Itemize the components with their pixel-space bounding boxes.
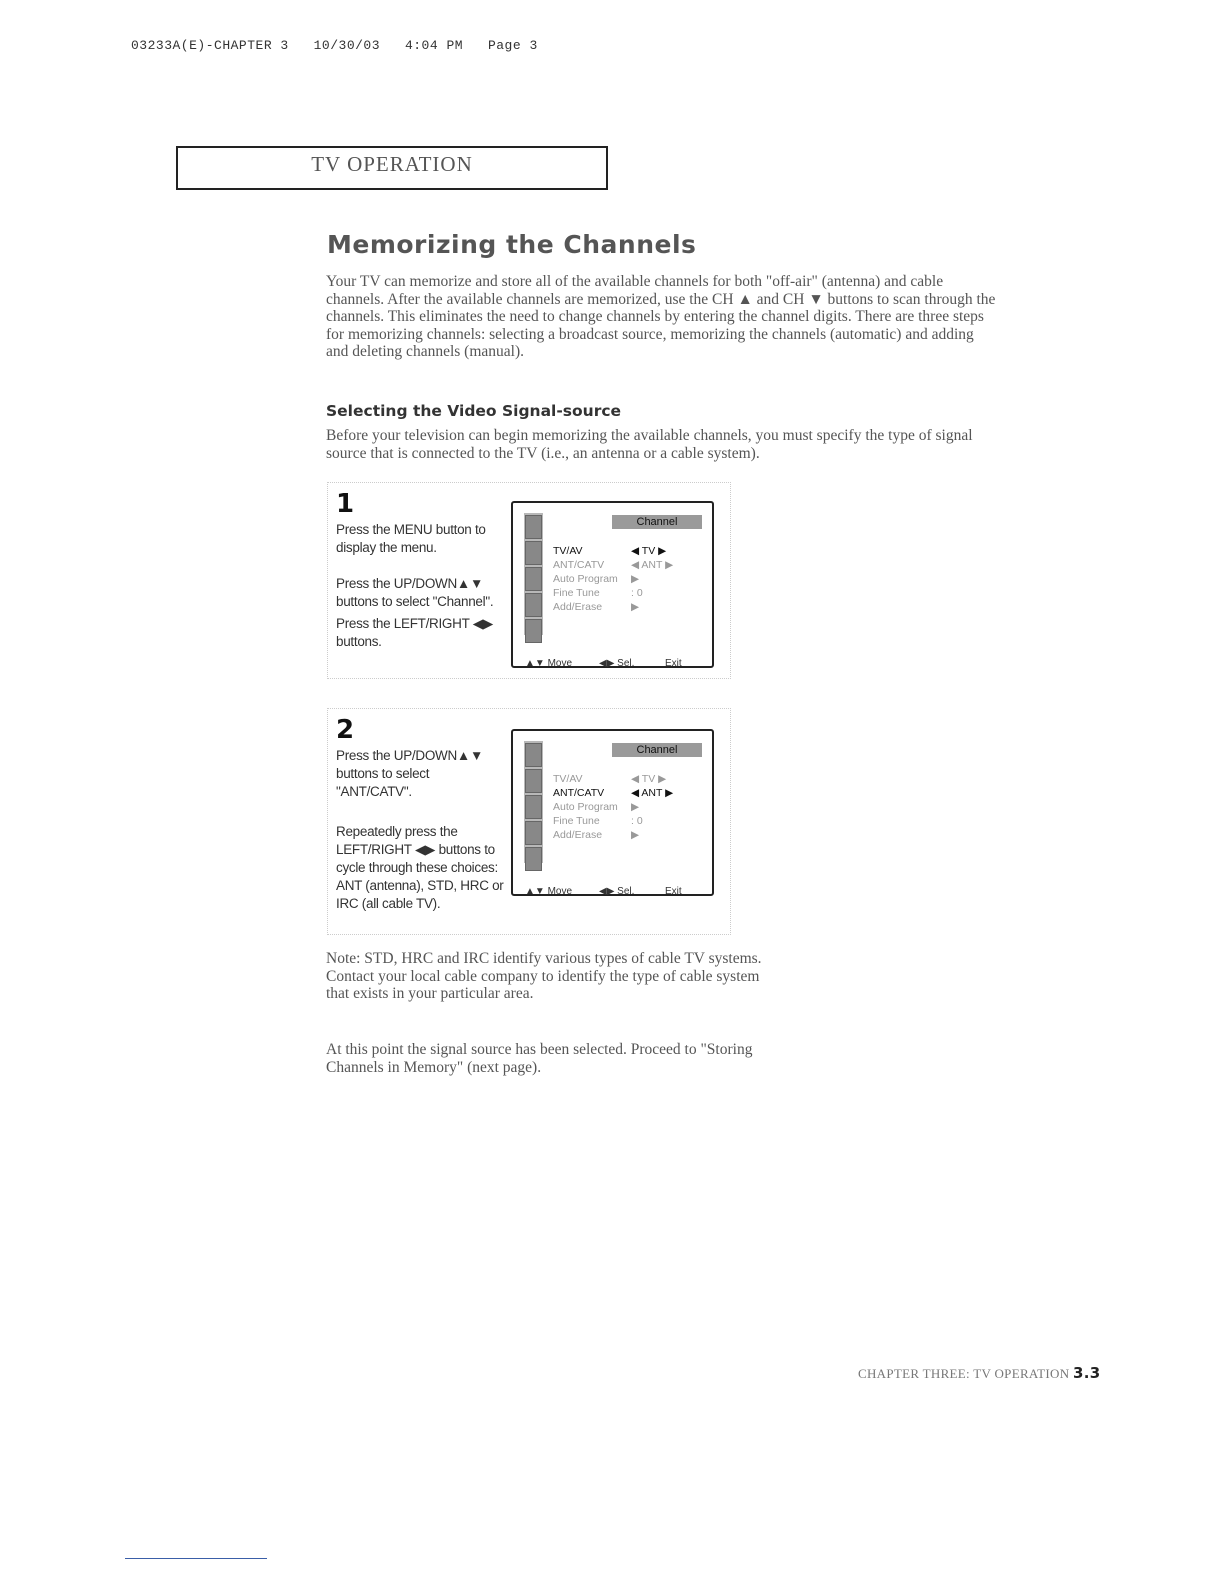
step-number: 1 (336, 489, 355, 519)
menu-row-value: ▶ (631, 801, 640, 813)
menu-row-value: ◀ TV ▶ (631, 545, 667, 557)
menu-row-label: Fine Tune (553, 815, 600, 827)
subheading: Selecting the Video Signal-source (326, 402, 622, 420)
print-header: 03233A(E)-CHAPTER 3 10/30/03 4:04 PM Page 3 (131, 38, 538, 53)
menu-row-label: Auto Program (553, 801, 618, 813)
move-hint: ▲▼ Move (525, 658, 573, 669)
menu-row-value: ◀ ANT ▶ (631, 559, 674, 571)
menu-row-value: ◀ ANT ▶ (631, 787, 674, 799)
signal-source-paragraph: Before your television can begin memorizing the available channels, you must specify the type of signal source that is connected to the TV (i.e., an antenna or a cable system). (326, 427, 973, 462)
step-2-text (336, 747, 506, 913)
page-footer (858, 1364, 1100, 1382)
select-hint: ◀▶ Sel. (599, 658, 635, 669)
menu-icons (524, 513, 543, 635)
menu-row-value: ▶ (631, 573, 640, 585)
menu-row-label: Add/Erase (553, 601, 603, 613)
menu-row-label: TV/AV (553, 545, 583, 557)
menu-row-label: Fine Tune (553, 587, 600, 599)
step-line: Repeatedly press the LEFT/RIGHT ◀▶ buttons to cycle through these choices: ANT (antenna), STD, HRC or IRC (all cable TV). (336, 824, 504, 911)
menu-screen (511, 729, 714, 896)
page-number: 3.3 (1072, 1364, 1101, 1382)
menu-screen (511, 501, 714, 668)
note-paragraph: Note: STD, HRC and IRC identify various types of cable TV systems. Contact your local cable company to identify the type of cable system that exists in your particular area. (326, 950, 762, 1002)
menu-row-label: TV/AV (553, 773, 583, 785)
menu-row-value: : 0 (631, 587, 643, 599)
menu-row-label: Auto Program (553, 573, 618, 585)
step-line: Press the MENU button to display the menu. (336, 522, 486, 555)
step-line: Press the UP/DOWN▲▼ buttons to select "ANT/CATV". (336, 748, 484, 799)
menu-icons (524, 741, 543, 863)
footer-chapter: CHAPTER THREE: TV OPERATION (858, 1366, 1070, 1381)
menu-row-value: : 0 (631, 815, 643, 827)
menu-header: Channel (612, 515, 702, 529)
step-1-panel (327, 482, 731, 679)
section-label: TV OPERATION (311, 152, 473, 176)
step-1-text (336, 521, 506, 651)
menu-row-value: ▶ (631, 601, 640, 613)
menu-row-value: ▶ (631, 829, 640, 841)
step-line: Press the LEFT/RIGHT ◀▶ buttons. (336, 616, 493, 649)
menu-row-label: ANT/CATV (553, 559, 605, 571)
menu-row-value: ◀ TV ▶ (631, 773, 667, 785)
step-2-panel (327, 708, 731, 935)
exit-hint: Exit (665, 886, 682, 897)
step-number: 2 (336, 715, 355, 745)
select-hint: ◀▶ Sel. (599, 886, 635, 897)
menu-row-label: Add/Erase (553, 829, 603, 841)
menu-header: Channel (612, 743, 702, 757)
intro-paragraph: Your TV can memorize and store all of the available channels for both "off-air" (antenna) and cable channels. After the available channels are memorized, use the CH ▲ and CH ▼ buttons to scan through the channels. This eliminates the need to change channels by entering the channel digits. There are three steps for memorizing channels: selecting a broadcast source, memorizing the channels (automatic) and adding and deleting channels (manual). (326, 273, 996, 360)
bottom-rule (125, 1558, 267, 1559)
closing-paragraph: At this point the signal source has been selected. Proceed to "Storing Channels in Memory" (next page). (326, 1041, 753, 1076)
move-hint: ▲▼ Move (525, 886, 573, 897)
step-line: Press the UP/DOWN▲▼ buttons to select "Channel". (336, 576, 494, 609)
menu-row-label: ANT/CATV (553, 787, 605, 799)
exit-hint: Exit (665, 658, 682, 669)
page-title: Memorizing the Channels (327, 230, 697, 259)
section-header-box (176, 146, 608, 190)
